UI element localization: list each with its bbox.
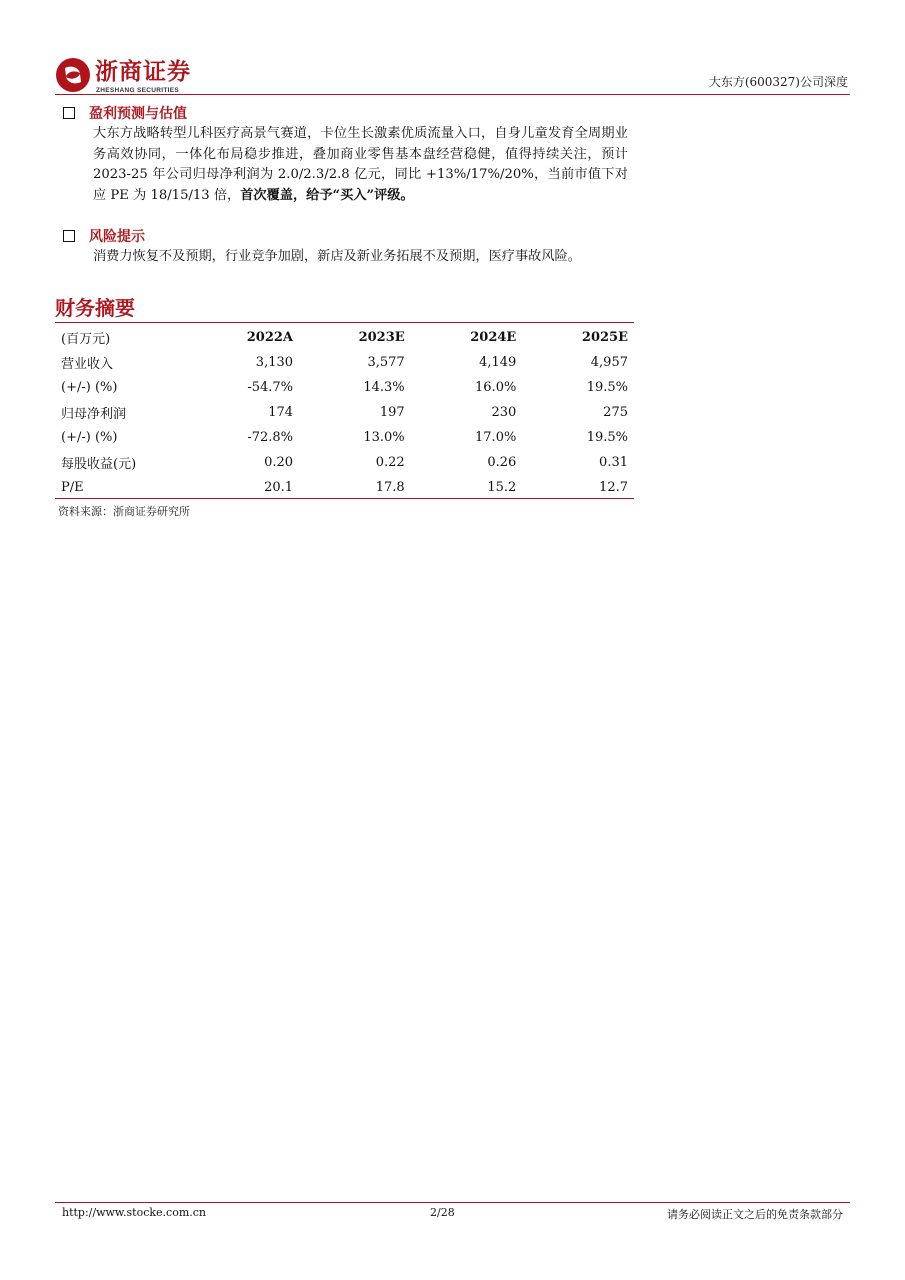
table-cell: 0.26 [487,455,517,470]
table-header-cell: 2023E [358,330,405,345]
table-header-cell: (百万元) [61,332,111,347]
table-cell: 19.5% [586,380,628,395]
checkbox-bullet-icon [63,230,75,242]
table-row [55,400,634,425]
financial-summary-title: 财务摘要 [55,296,135,320]
table-cell: -72.8% [247,430,294,445]
table-row [55,425,634,450]
table-cell: 174 [268,405,294,420]
zheshang-logo-icon [55,57,91,93]
table-cell: 0.31 [599,455,628,470]
table-cell: -54.7% [247,380,294,395]
table-cell: 15.2 [487,480,517,495]
section-heading-text: 盈利预测与估值 [89,106,187,122]
checkbox-bullet-icon [63,107,75,119]
table-cell: 230 [491,405,517,420]
forecast-paragraph [93,124,628,206]
table-cell: 13.0% [363,430,405,445]
section-heading-text: 风险提示 [89,229,145,245]
table-row [55,350,634,375]
table-header-row [55,325,634,350]
footer-disclaimer: 请务必阅读正文之后的免责条款部分 [667,1208,843,1221]
table-cell: 4,957 [590,355,628,370]
row-label: 每股收益(元) [61,457,137,472]
page-number: 2/28 [430,1206,455,1219]
table-cell: 12.7 [599,480,628,495]
table-cell: 19.5% [586,430,628,445]
table-cell: 17.0% [475,430,517,445]
table-cell: 16.0% [475,380,517,395]
table-row [55,475,634,500]
table-row [55,375,634,400]
company-logo [55,57,195,97]
row-label: P/E [61,480,84,495]
table-cell: 17.8 [375,480,405,495]
rating-text: 首次覆盖，给予“买入”评级。 [240,187,414,203]
table-source-note: 资料来源：浙商证券研究所 [58,505,190,518]
table-cell: 197 [379,405,405,420]
table-cell: 14.3% [363,380,405,395]
table-row [55,450,634,475]
logo-text-en: ZHESHANG SECURITIES [96,87,179,94]
table-cell: 0.22 [375,455,405,470]
table-cell: 4,149 [479,355,517,370]
row-label: 营业收入 [61,357,114,372]
table-cell: 0.20 [264,455,294,470]
table-header-cell: 2024E [470,330,517,345]
table-top-rule [55,322,634,323]
table-cell: 3,130 [255,355,294,370]
footer-divider [55,1202,850,1203]
table-cell: 20.1 [264,480,294,495]
header-divider [55,94,850,95]
row-label: (+/-) (%) [61,380,118,395]
table-header-cell: 2025E [581,330,628,345]
financial-summary-table [55,325,634,500]
row-label: 归母净利润 [61,407,127,422]
table-cell: 3,577 [367,355,405,370]
logo-text-cn: 浙商证券 [95,59,191,85]
risk-paragraph: 消费力恢复不及预期，行业竞争加剧，新店及新业务拓展不及预期，医疗事故风险。 [93,249,581,264]
footer-url-link[interactable]: http://www.stocke.com.cn [62,1206,206,1219]
row-label: (+/-) (%) [61,430,118,445]
table-cell: 275 [603,405,628,420]
section-heading-forecast [63,104,187,124]
forecast-text: 大东方战略转型儿科医疗高景气赛道，卡位生长激素优质流量入口，自身儿童发育全周期业务高效协同，一体化布局稳步推进，叠加商业零售基本盘经营稳健，值得持续关注，预计 2023-25 年公司归母净利润为 2.0/2.3/2.8 亿元，同比 +13%/17%/20%，当前市值下对应 PE 为 18/15/13 倍， [93,126,628,203]
document-tag: 大东方(600327)公司深度 [708,75,848,89]
table-bottom-rule [55,498,634,499]
table-header-cell: 2022A [246,330,294,345]
section-heading-risk [63,227,145,247]
